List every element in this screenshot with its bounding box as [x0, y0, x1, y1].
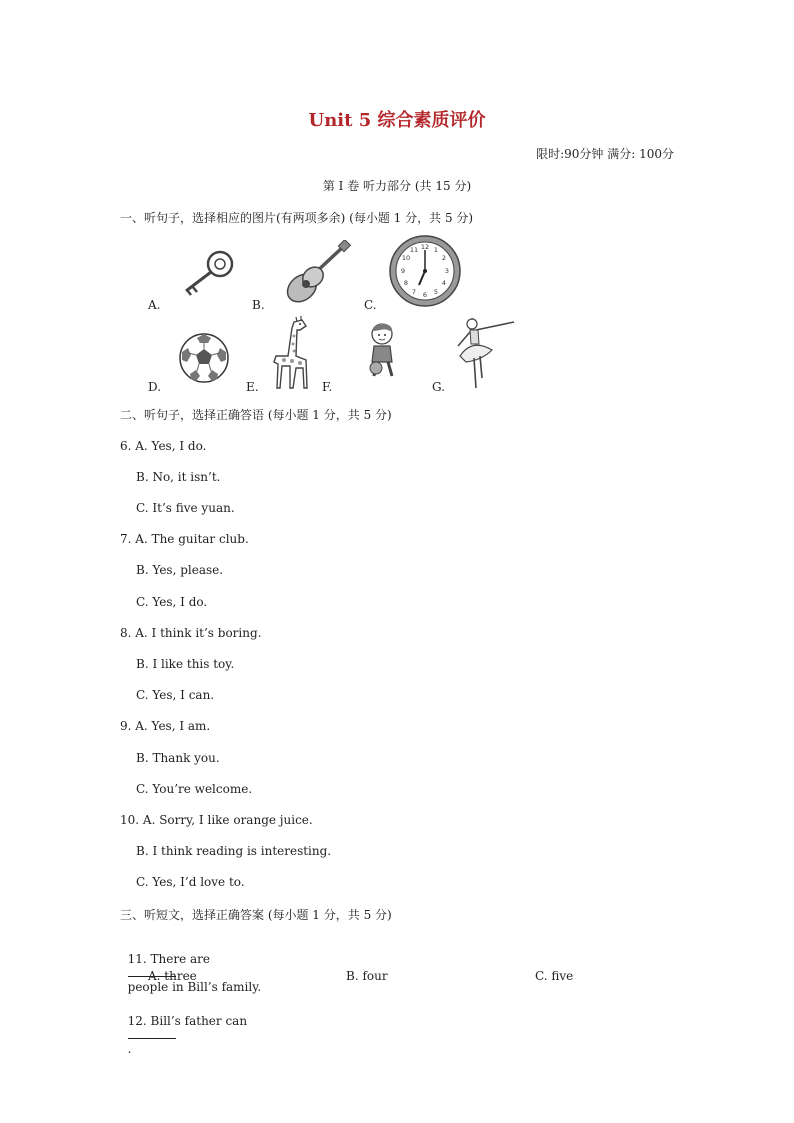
svg-text:2: 2 — [441, 254, 447, 262]
q8-option-c: C. Yes, I can. — [136, 688, 215, 702]
picture-label-f: F. — [322, 380, 333, 394]
svg-text:11: 11 — [409, 246, 419, 254]
q7-option-c: C. Yes, I do. — [136, 595, 208, 609]
part-title: 第 I 卷 听力部分 (共 15 分) — [322, 179, 472, 193]
svg-text:1: 1 — [433, 246, 439, 254]
svg-text:5: 5 — [433, 288, 439, 296]
q11-option-c: C. five — [535, 969, 574, 983]
section1-heading: 一、听句子，选择相应的图片(有两项多余) (每小题 1 分，共 5 分) — [120, 211, 474, 225]
guitar-icon — [280, 240, 352, 306]
q12-stem-end: . — [127, 1042, 132, 1056]
time-limit: 限时:90分钟 满分: 100分 — [536, 147, 674, 161]
svg-text:7: 7 — [411, 288, 417, 296]
q7-option-b: B. Yes, please. — [136, 563, 224, 577]
svg-text:12: 12 — [420, 243, 430, 251]
svg-text:3: 3 — [444, 267, 450, 275]
q9-option-a: 9. A. Yes, I am. — [120, 719, 211, 733]
q6-option-b: B. No, it isn’t. — [136, 470, 221, 484]
section2-heading: 二、听句子，选择正确答语 (每小题 1 分，共 5 分) — [120, 408, 392, 422]
picture-label-c: C. — [364, 298, 377, 312]
q10-option-b: B. I think reading is interesting. — [136, 844, 332, 858]
svg-text:4: 4 — [441, 279, 447, 287]
picture-label-d: D. — [148, 380, 162, 394]
ballerina-icon — [452, 316, 518, 392]
page-title: Unit 5 综合素质评价 — [308, 110, 486, 131]
q7-option-a: 7. A. The guitar club. — [120, 532, 249, 546]
q10-option-c: C. Yes, I’d love to. — [136, 875, 245, 889]
q11-stem-end: people in Bill’s family. — [127, 980, 262, 994]
q12-blank[interactable] — [128, 1028, 176, 1039]
svg-text:9: 9 — [400, 267, 406, 275]
svg-text:6: 6 — [422, 291, 428, 299]
giraffe-icon — [266, 316, 316, 390]
q12-stem-start: 12. Bill’s father can — [127, 1014, 248, 1028]
q10-option-a: 10. A. Sorry, I like orange juice. — [120, 813, 313, 827]
picture-label-g: G. — [432, 380, 445, 394]
q8-option-a: 8. A. I think it’s boring. — [120, 626, 262, 640]
q11-option-b: B. four — [346, 969, 388, 983]
q6-option-c: C. It’s five yuan. — [136, 501, 235, 515]
q6-option-a: 6. A. Yes, I do. — [120, 439, 207, 453]
q11-stem — [120, 938, 261, 994]
q11-stem-start: 11. There are — [127, 952, 211, 966]
boy-with-ball-icon — [362, 322, 402, 380]
q9-option-c: C. You’re welcome. — [136, 782, 253, 796]
svg-text:10: 10 — [401, 254, 411, 262]
clock-icon — [388, 234, 462, 308]
q8-option-b: B. I like this toy. — [136, 657, 235, 671]
q11-option-a: A. three — [148, 969, 197, 983]
soccer-ball-icon — [178, 332, 230, 384]
q12-stem — [120, 1000, 247, 1056]
svg-text:8: 8 — [403, 279, 409, 287]
q9-option-b: B. Thank you. — [136, 751, 220, 765]
key-icon — [178, 246, 238, 296]
picture-label-b: B. — [252, 298, 265, 312]
picture-label-a: A. — [148, 298, 161, 312]
picture-label-e: E. — [246, 380, 259, 394]
section3-heading: 三、听短文，选择正确答案 (每小题 1 分，共 5 分) — [120, 908, 392, 922]
